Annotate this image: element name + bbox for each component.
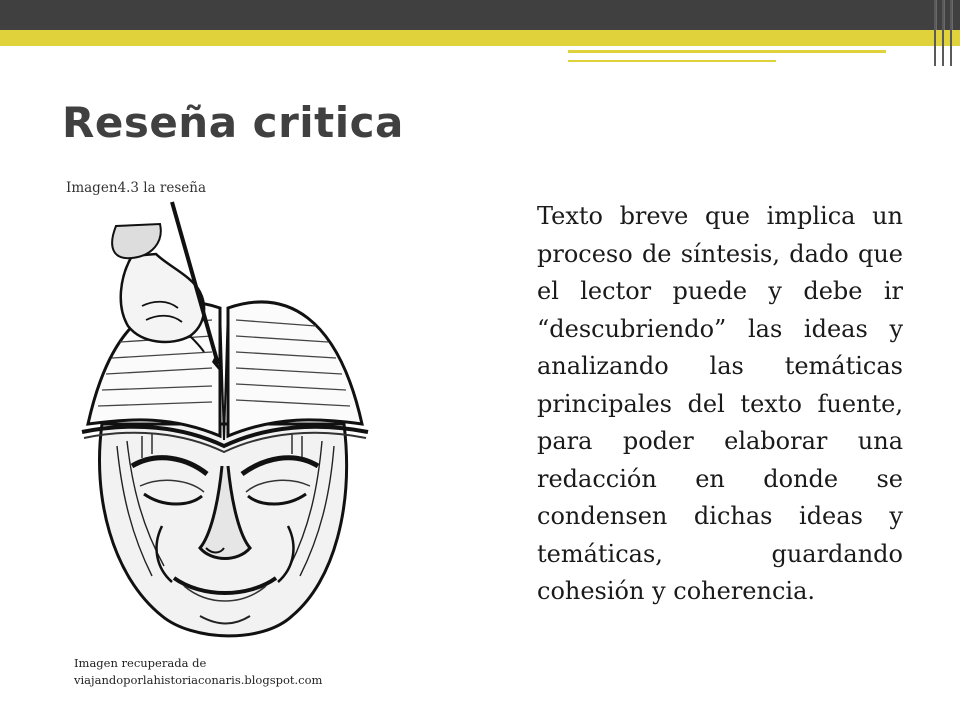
image-caption: Imagen4.3 la reseña (66, 180, 207, 196)
right-edge-decoration (928, 0, 960, 66)
image-credit-line2: viajandoporlahistoriaconaris.blogspot.com (74, 673, 323, 687)
accent-line (568, 60, 776, 62)
slide-title: Reseña critica (62, 98, 404, 147)
image-credit (74, 655, 394, 689)
top-dark-band (0, 0, 960, 30)
body-paragraph: Texto breve que implica un proceso de síntesis, dado que el lector puede y debe ir “descubriendo” las ideas y analizando las temáticas principales del texto fuente, para poder elaborar una redacción en donde se condensen dichas ideas y temáticas, guardando cohesión y coherencia. (537, 202, 903, 605)
accent-line (568, 50, 886, 53)
book-head-illustration (72, 196, 378, 650)
accent-bar (0, 30, 960, 46)
image-credit-line1: Imagen recuperada de (74, 656, 207, 670)
